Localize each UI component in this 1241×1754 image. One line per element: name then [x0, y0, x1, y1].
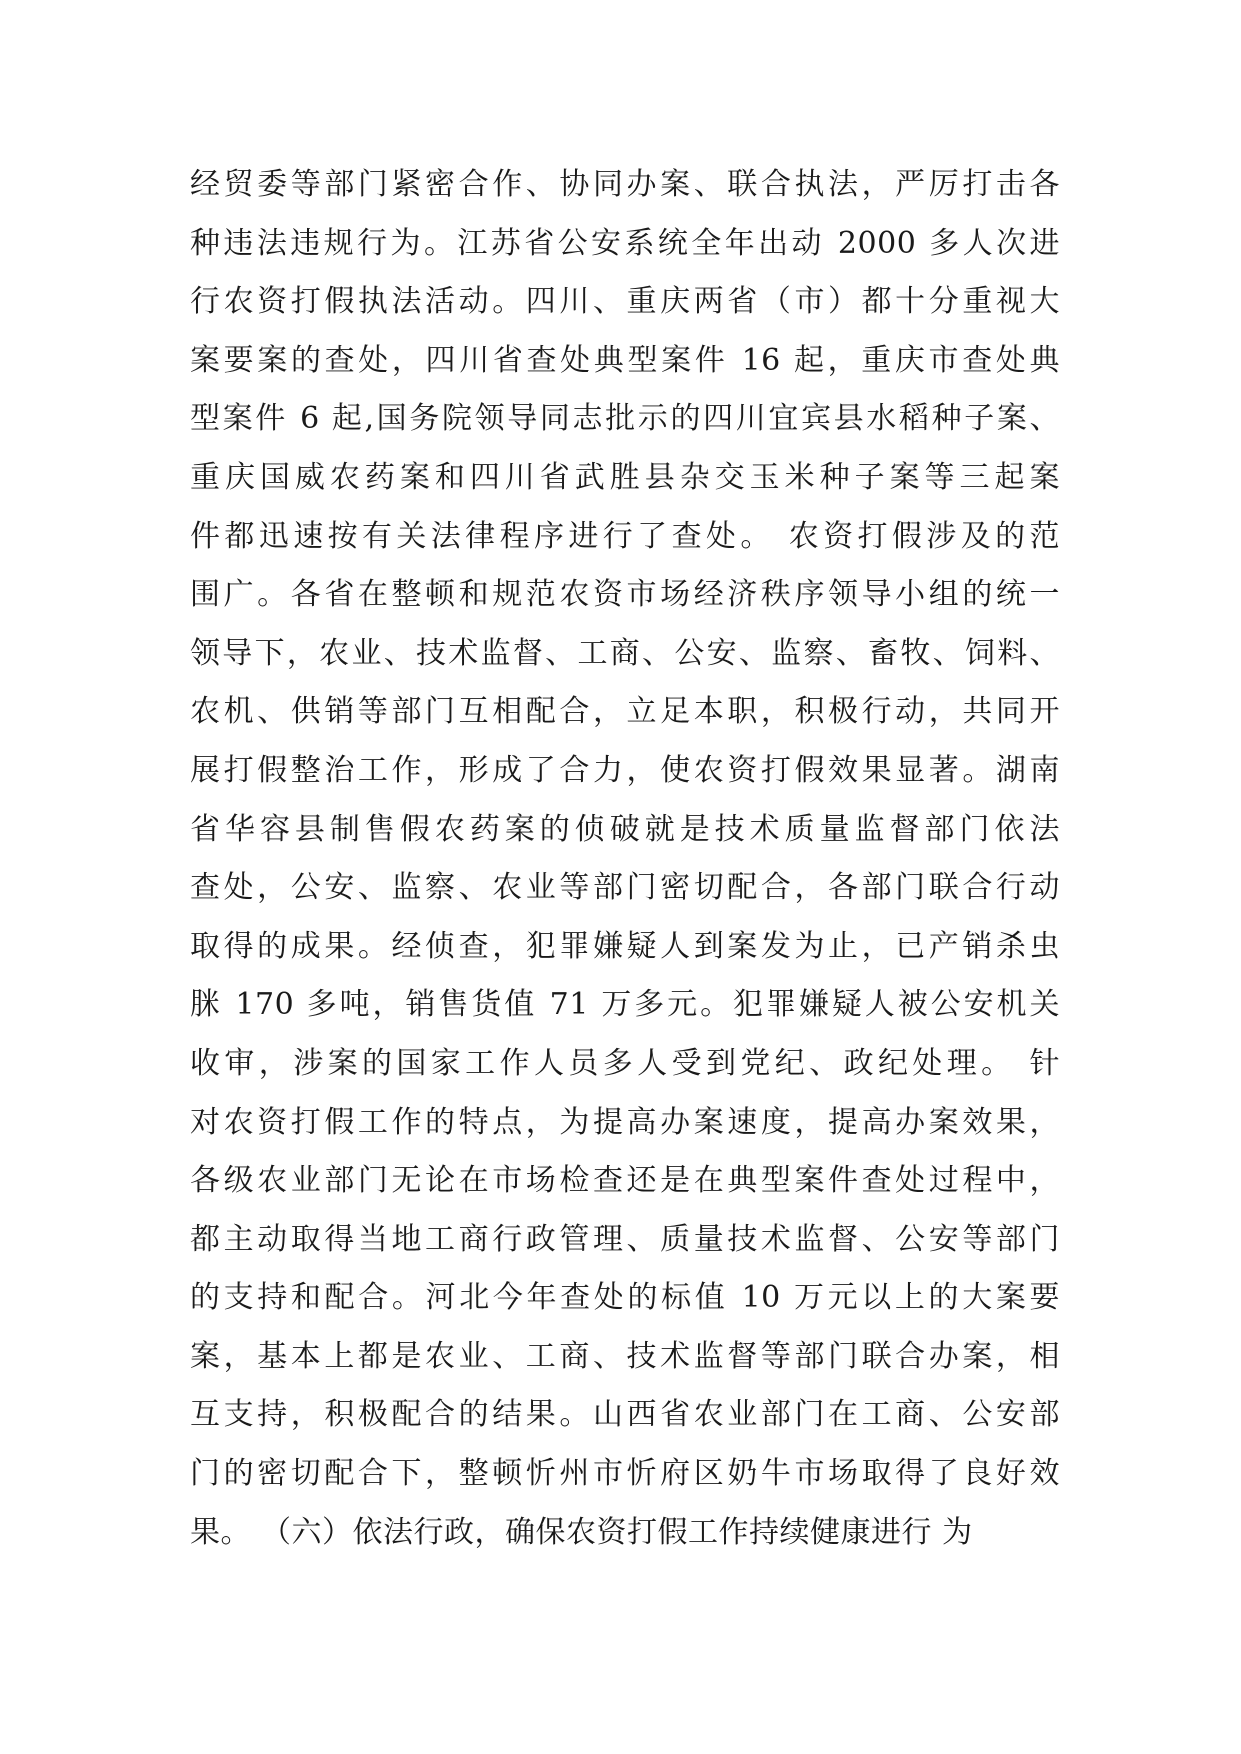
text-line: 收审，涉案的国家工作人员多人受到党纪、政纪处理。 针	[190, 1045, 1060, 1081]
text-line: 围广。各省在整顿和规范农资市场经济秩序领导小组的统一	[190, 577, 1060, 613]
text-line: 取得的成果。经侦查，犯罪嫌疑人到案发为止，已产销杀虫	[190, 928, 1060, 964]
text-line: 行农资打假执法活动。四川、重庆两省（市）都十分重视大	[190, 284, 1060, 320]
text-line: 案要案的查处，四川省查处典型案件 16 起，重庆市查处典	[190, 342, 1060, 378]
text-line: 件都迅速按有关法律程序进行了查处。 农资打假涉及的范	[190, 518, 1060, 554]
text-line: 型案件 6 起,国务院领导同志批示的四川宜宾县水稻种子案、	[190, 401, 1060, 437]
text-line: 案，基本上都是农业、工商、技术监督等部门联合办案，相	[190, 1338, 1060, 1374]
text-line: 重庆国威农药案和四川省武胜县杂交玉米种子案等三起案	[190, 459, 1060, 495]
text-line: 省华容县制售假农药案的侦破就是技术质量监督部门依法	[190, 811, 1060, 847]
text-line: 互支持，积极配合的结果。山西省农业部门在工商、公安部	[190, 1397, 1060, 1433]
text-line: 农机、供销等部门互相配合，立足本职，积极行动，共同开	[190, 694, 1060, 730]
text-line: 果。 （六）依法行政，确保农资打假工作持续健康进行 为	[190, 1514, 973, 1550]
text-line: 门的密切配合下，整顿忻州市忻府区奶牛市场取得了良好效	[190, 1456, 1060, 1492]
text-line: 种违法违规行为。江苏省公安系统全年出动 2000 多人次进	[190, 225, 1060, 261]
text-line: 各级农业部门无论在市场检查还是在典型案件查处过程中，	[190, 1163, 1060, 1199]
text-line: 领导下，农业、技术监督、工商、公安、监察、畜牧、饲料、	[190, 635, 1060, 671]
body-text	[190, 156, 1060, 1562]
text-line: 展打假整治工作，形成了合力，使农资打假效果显著。湖南	[190, 752, 1060, 788]
text-line: 对农资打假工作的特点，为提高办案速度，提高办案效果，	[190, 1104, 1060, 1140]
text-line: 都主动取得当地工商行政管理、质量技术监督、公安等部门	[190, 1221, 1060, 1257]
text-line: 的支持和配合。河北今年查处的标值 10 万元以上的大案要	[190, 1280, 1060, 1316]
text-line: 经贸委等部门紧密合作、协同办案、联合执法，严厉打击各	[190, 167, 1060, 202]
text-line: 脒 170 多吨，销售货值 71 万多元。犯罪嫌疑人被公安机关	[190, 987, 1060, 1023]
text-line: 查处，公安、监察、农业等部门密切配合，各部门联合行动	[190, 870, 1060, 906]
